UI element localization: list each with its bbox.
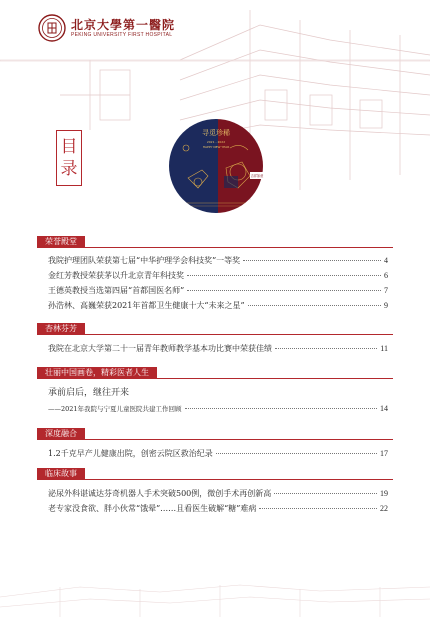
toc-entry-heading[interactable]	[48, 389, 388, 398]
hospital-seal-icon	[38, 14, 66, 42]
section-deep-integration	[37, 428, 393, 458]
toc-title-box	[56, 130, 82, 186]
section-rule	[37, 479, 393, 480]
toc-entry[interactable]	[48, 489, 388, 498]
toc-entry[interactable]	[48, 286, 388, 295]
section-rule	[37, 439, 393, 440]
section-tab: 临床故事	[37, 468, 85, 480]
toc-entry[interactable]	[48, 404, 388, 414]
section-tab: 壮丽中国画卷，精彩医者人生	[37, 367, 157, 379]
toc-entry-title: 老专家没食欲、胖小伙常“饿晕”……且看医生破解“糖”难病	[48, 504, 257, 513]
toc-entry-page: 7	[384, 286, 388, 295]
section-rule	[37, 247, 393, 248]
cover-title: 寻觅珍稀	[202, 129, 230, 137]
toc-entry-title: 泌尿外科谌诚达芬奇机器人手术突破500例，微创手术再创新高	[48, 489, 272, 498]
logo-chinese-name: 北京大學第一醫院	[71, 17, 176, 32]
toc-entry-page: 22	[380, 504, 388, 513]
section-apricot-forest	[37, 323, 393, 353]
building-sketch-footer	[0, 547, 430, 617]
section-clinical-stories	[37, 468, 393, 513]
toc-title-char-2: 录	[60, 159, 78, 179]
section-rule	[37, 334, 393, 335]
cover-stamp: 吉祥如意	[250, 174, 264, 178]
dot-leader	[216, 453, 377, 454]
dot-leader	[274, 493, 377, 494]
toc-entry-title: 金红芳教授荣获茅以升北京青年科技奖	[48, 271, 184, 280]
toc-entry-page: 9	[384, 301, 388, 310]
toc-entry-page: 4	[384, 256, 388, 265]
toc-entry-title: ——2021年我院与宁夏儿童医院共建工作回顾	[48, 405, 182, 413]
dot-leader	[243, 260, 381, 261]
section-honors	[37, 236, 393, 310]
section-tab: 杏林芬芳	[37, 323, 85, 335]
toc-entry-heading-title: 承前启后，继往开来	[48, 388, 130, 398]
section-tab: 深度融合	[37, 428, 85, 440]
toc-entry[interactable]	[48, 344, 388, 353]
dot-leader	[187, 275, 381, 276]
dot-leader	[259, 508, 377, 509]
toc-entry-title: 1.2千克早产儿健康出院，创密云院区救治纪录	[48, 449, 213, 458]
toc-entry[interactable]	[48, 256, 388, 265]
toc-entry-title: 王德英教授当选第四届“首都国医名师”	[48, 286, 185, 295]
dot-leader	[185, 408, 377, 409]
hospital-logo	[38, 14, 175, 42]
toc-entry-page: 17	[380, 449, 388, 458]
cover-subtitle: HAPPY NEW YEAR	[202, 145, 230, 149]
toc-entry-page: 14	[380, 404, 388, 413]
toc-entry-title: 我院护理团队荣获第七届“中华护理学会科技奖”一等奖	[48, 256, 241, 265]
section-rule	[37, 378, 393, 379]
toc-entry-page: 6	[384, 271, 388, 280]
dot-leader	[187, 290, 381, 291]
cover-years: 2021 - 2022	[206, 140, 226, 144]
toc-title-char-1: 目	[60, 137, 78, 157]
toc-entry-page: 19	[380, 489, 388, 498]
dot-leader	[275, 348, 377, 349]
cover-thumbnail	[168, 118, 264, 214]
toc-entry[interactable]	[48, 504, 388, 513]
toc-entry[interactable]	[48, 271, 388, 280]
logo-english-name: PEKING UNIVERSITY FIRST HOSPITAL	[71, 31, 173, 38]
toc-entry-title: 孙浩林、高巍荣获2021年首都卫生健康十大“未来之星”	[48, 301, 245, 310]
section-china-panorama	[37, 367, 393, 414]
toc-entry-title: 我院在北京大学第二十一届青年教师教学基本功比赛中荣获佳绩	[48, 344, 272, 353]
toc-entry-page: 11	[380, 344, 388, 353]
toc-entry[interactable]	[48, 449, 388, 458]
dot-leader	[248, 305, 381, 306]
section-tab: 荣誉殿堂	[37, 236, 85, 248]
toc-entry[interactable]	[48, 301, 388, 310]
